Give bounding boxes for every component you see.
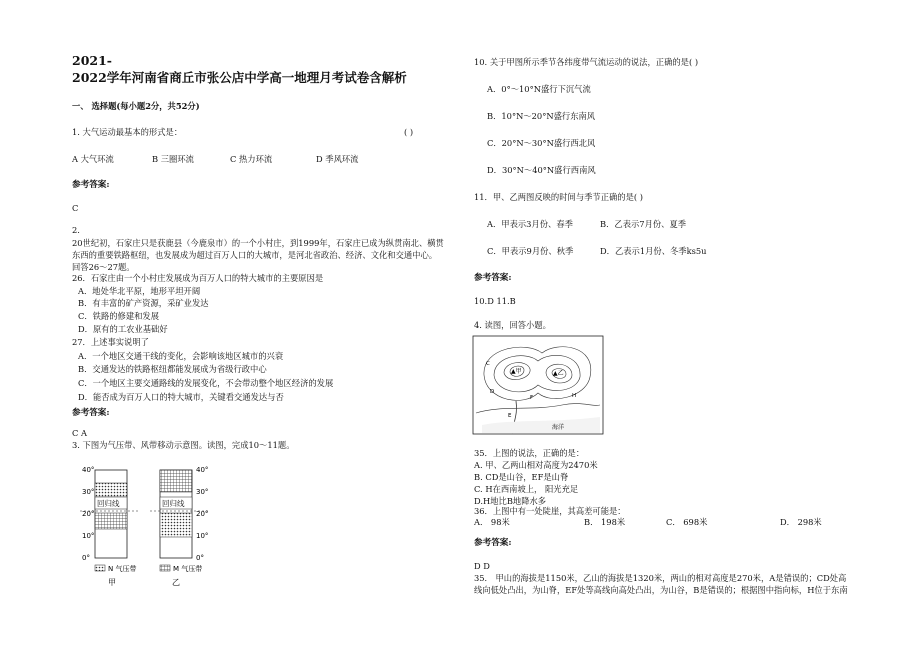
peak-jia-label: ▲甲 (511, 368, 522, 375)
answer-label-3: 参考答案: (474, 273, 512, 283)
q1-stem: 1. 大气运动最基本的形式是： (72, 127, 183, 137)
latitude-label: 40° (82, 466, 95, 474)
figure-label-yi: 乙 (172, 578, 180, 587)
latitude-label: 20° (196, 510, 209, 518)
q36-option-c: C． 698米 (666, 517, 708, 527)
q35-option-d: D.H地比B地降水多 (474, 496, 547, 506)
answer-1: C (72, 203, 79, 213)
explanation-35-line2: 线向低处凸出，为山脊，EF处等高线向高处凸出，为山谷，B是错误的；根据图中指向标，H位于东南 (474, 585, 848, 595)
q27-stem: 27．上述事实说明了 (72, 337, 149, 347)
q11-option-c: C．甲表示9月份、秋季 (487, 246, 574, 256)
q36-option-d: D． 298米 (780, 517, 822, 527)
legend-m-label: M 气压带 (173, 565, 203, 573)
q26-option-d: D．原有的工农业基础好 (78, 324, 168, 334)
q1-option-c: C 热力环流 (230, 154, 273, 164)
point-f-label: F (530, 395, 534, 401)
legend-n-label: N 气压带 (108, 565, 137, 573)
q2-passage-2: 东西的重要铁路枢纽，也发展成为超过百万人口的大城市，是河北省政治、经济、文化和交通中心。 (72, 250, 438, 260)
answer-label-2: 参考答案: (72, 408, 110, 418)
contour-map-figure (472, 335, 604, 435)
q35-option-b: B. CD是山谷，EF是山脊 (474, 472, 569, 482)
q4-stem: 4. 读图，回答小题。 (474, 320, 551, 330)
q27-option-b: B．交通发达的铁路枢纽都能发展成为省级行政中心 (78, 364, 267, 374)
legend-n-swatch (95, 565, 105, 571)
q2-passage-1: 20世纪初，石家庄只是获鹿县（今鹿泉市）的一个小村庄，到1999年，石家庄已成为纵贯南北、横贯 (72, 238, 444, 248)
q36-option-b: B． 198米 (584, 517, 626, 527)
q3-stem: 3. 下图为气压带、风带移动示意图。读图，完成10～11题。 (72, 440, 295, 450)
tropic-label-yi: 回归线 (162, 499, 185, 508)
q10-option-b: B．10°N～20°N盛行东南风 (487, 111, 596, 121)
pressure-belt-figure (80, 455, 250, 590)
q1-option-a: A 大气环流 (72, 154, 114, 164)
latitude-label: 0° (196, 554, 204, 562)
point-e-label: E (508, 413, 512, 419)
q27-option-d: D．能否成为百万人口的特大城市，关键看交通发达与否 (78, 392, 284, 402)
sea-label: 海洋 (552, 424, 565, 431)
q27-option-c: C．一个地区主要交通路线的发展变化，不会带动整个地区经济的发展 (78, 378, 334, 388)
q27-option-a: A．一个地区交通干线的变化，会影响该地区城市的兴衰 (78, 351, 284, 361)
q10-option-c: C．20°N～30°N盛行西北风 (487, 138, 596, 148)
latitude-label: 10° (196, 532, 209, 540)
figure-label-jia: 甲 (108, 578, 116, 587)
q1-option-b: B 三圈环流 (152, 154, 194, 164)
paper-title-line1: 2021- (72, 53, 112, 68)
answer-35-36: D D (474, 561, 490, 571)
q26-option-b: B．有丰富的矿产资源，采矿业发达 (78, 298, 209, 308)
q26-option-a: A．地处华北平原，地形平坦开阔 (78, 286, 201, 296)
answer-label-4: 参考答案: (474, 538, 512, 548)
q36-option-a: A． 98米 (474, 517, 510, 527)
answer-label-1: 参考答案: (72, 180, 110, 190)
point-d-label: D (490, 389, 495, 395)
q1-option-d: D 季风环流 (316, 154, 359, 164)
q26-option-c: C．铁路的修建和发展 (78, 311, 160, 321)
q10-option-d: D．30°N～40°N盛行西南风 (487, 165, 596, 175)
q2-passage-3: 回答26～27题。 (72, 262, 135, 272)
latitude-label: 0° (82, 554, 90, 562)
point-h-label: H (572, 393, 577, 399)
q26-stem: 26．石家庄由一个小村庄发展成为百万人口的特大城市的主要原因是 (72, 273, 324, 283)
q35-option-a: A. 甲、乙两山相对高度为2470米 (474, 460, 598, 470)
latitude-label: 30° (82, 488, 95, 496)
answer-10-11: 10.D 11.B (474, 296, 516, 306)
answer-2: C A (72, 428, 87, 438)
q35-option-c: C. H在西南坡上， 阳光充足 (474, 484, 579, 494)
section-heading: 一、 选择题(每小题2分，共52分) (72, 101, 200, 111)
latitude-label: 20° (82, 510, 95, 518)
latitude-label: 30° (196, 488, 209, 496)
point-c-label: C (486, 361, 490, 367)
peak-yi-label: ▲乙 (553, 370, 564, 377)
q1-paren: ( ) (404, 127, 414, 137)
q2-number: 2. (72, 225, 80, 235)
q11-option-a: A．甲表示3月份、春季 (487, 219, 573, 229)
q11-stem: 11．甲、乙两图反映的时间与季节正确的是( ) (474, 192, 644, 202)
q35-stem: 35．上图的说法，正确的是： (474, 448, 585, 458)
legend-m-swatch (160, 565, 170, 571)
q10-stem: 10. 关于甲图所示季节各纬度带气流运动的说法，正确的是( ) (474, 57, 699, 67)
q10-option-a: A．0°～10°N盛行下沉气流 (487, 84, 591, 94)
tropic-label-jia: 回归线 (97, 499, 120, 508)
paper-title-line2: 2022学年河南省商丘市张公店中学高一地理月考试卷含解析 (72, 70, 407, 85)
q11-option-b: B．乙表示7月份、夏季 (600, 219, 687, 229)
q36-stem: 36．上图中有一处陡崖，其高差可能是： (474, 506, 626, 516)
q11-option-d: D．乙表示1月份、冬季ks5u (600, 246, 707, 256)
latitude-label: 40° (196, 466, 209, 474)
latitude-label: 10° (82, 532, 95, 540)
explanation-35-line1: 35． 甲山的海拔是1150米，乙山的海拔是1320米，两山的相对高度是270米，A是错误的；CD处高 (474, 573, 847, 583)
